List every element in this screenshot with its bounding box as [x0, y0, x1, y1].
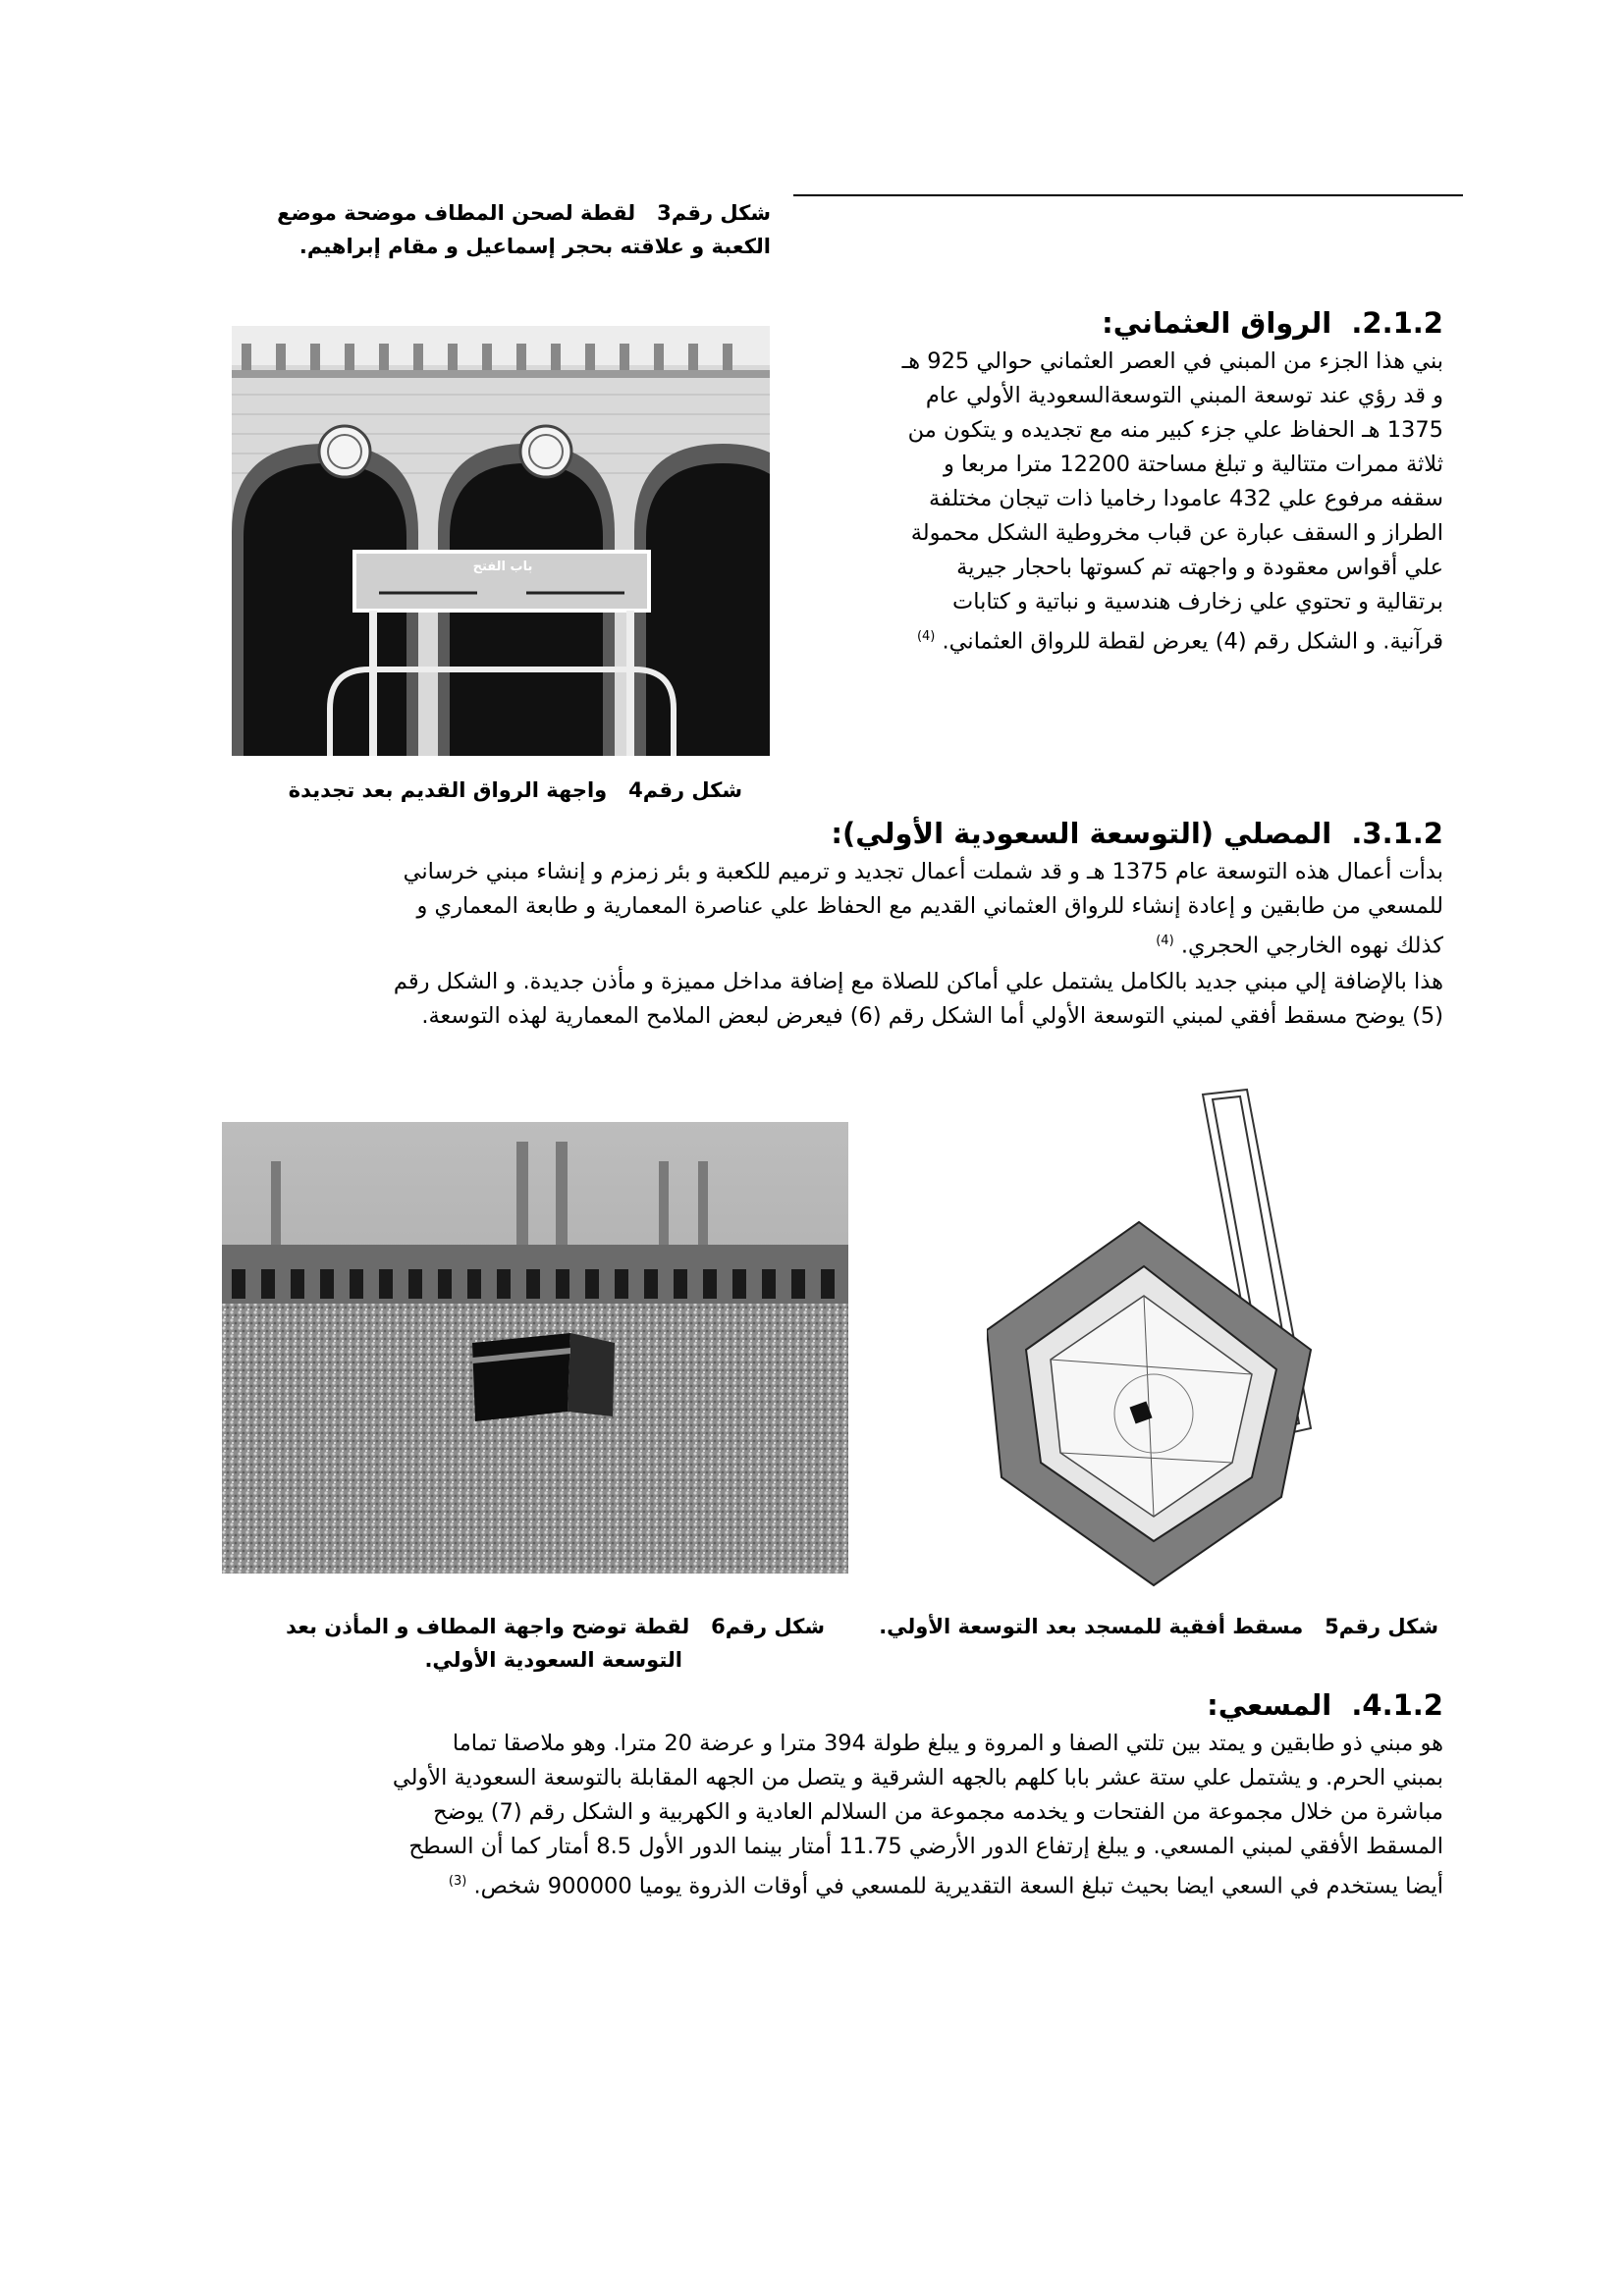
- section-4-1-2-line: بمبني الحرم. و يشتمل علي ستة عشر بابا كلهم بالجهه الشرقية و يتصل من الجهه المقابلة بالتوسعة السعودية الأولي: [392, 1765, 1443, 1790]
- section-3-1-2-paragraph-2: [232, 965, 1443, 1034]
- section-4-1-2-number: 4.1.2.: [1351, 1688, 1443, 1722]
- section-3-1-2-number: 3.1.2.: [1351, 817, 1443, 850]
- figure-5-floor-plan: [987, 1085, 1438, 1595]
- figure-4-caption: [232, 774, 742, 807]
- section-3-1-2-line: هذا بالإضافة إلي مبني جديد بالكامل يشتمل علي أماكن للصلاة مع إضافة مداخل مميزة و مأذن جديدة. و الشكل رقم: [393, 969, 1443, 994]
- section-2-1-2-paragraph: [793, 345, 1443, 660]
- figure-6-photo-kaaba: [222, 1122, 848, 1574]
- section-2-1-2-heading: [785, 304, 1443, 342]
- figure-4-text: واجهة الرواق القديم بعد تجديدة: [288, 778, 608, 802]
- figure-4-photo-arcade: [232, 326, 770, 756]
- section-3-1-2-title: المصلي (التوسعة السعودية الأولي):: [831, 817, 1332, 850]
- reference-marker: (3): [448, 1874, 467, 1889]
- section-2-1-2-line: برتقالية و تحتوي علي زخارف هندسية و نباتية و كتابات: [952, 589, 1443, 614]
- section-4-1-2-heading: [232, 1686, 1443, 1724]
- section-2-1-2-line: 1375 هـ الحفاظ علي جزء كبير منه مع تجديده و يتكون من: [907, 417, 1443, 443]
- section-2-1-2-line: سقفه مرفوع علي 432 عامودا رخاميا ذات تيجان مختلفة: [929, 486, 1443, 511]
- figure-3-text-line-1: لقطة لصحن المطاف موضحة موضع: [277, 201, 636, 225]
- section-3-1-2-line: كذلك نهوه الخارجي الحجري.: [1180, 933, 1443, 959]
- section-3-1-2-line: للمسعي من طابقين و إعادة إنشاء للرواق العثماني القديم مع الحفاظ علي عناصرة المعمارية و طابعة المعماري و: [416, 893, 1443, 919]
- section-2-1-2-line: ثلاثة ممرات متتالية و تبلغ مساحتة 12200 مترا مربعا و: [944, 452, 1443, 477]
- reference-marker: (4): [1156, 934, 1174, 948]
- reference-marker: (4): [916, 629, 936, 644]
- figure-4-sign-text: باب الفتح: [472, 560, 533, 574]
- figure-3-label: شكل رقم3: [657, 201, 771, 225]
- section-2-1-2-number: 2.1.2.: [1351, 306, 1443, 340]
- section-4-1-2-title: المسعي:: [1207, 1688, 1332, 1722]
- figure-6-text-line-1: لقطة توضح واجهة المطاف و المأذن بعد: [286, 1615, 690, 1638]
- figure-6-caption: [236, 1610, 825, 1677]
- figure-6-label: شكل رقم6: [711, 1615, 825, 1638]
- section-2-1-2-line: و قد رؤي عند توسعة المبني التوسعةالسعودية الأولي عام: [925, 383, 1443, 408]
- figure-6-text-line-2: التوسعة السعودية الأولي.: [424, 1648, 682, 1672]
- section-4-1-2-line: هو مبني ذو طابقين و يمتد بين تلتي الصفا و المروة و يبلغ طولة 394 مترا و عرضة 20 مترا. وهو ملاصقا تماما: [452, 1731, 1443, 1756]
- section-2-1-2-title: الرواق العثماني:: [1102, 306, 1332, 340]
- section-2-1-2-line: قرآنية. و الشكل رقم (4) يعرض لقطة للرواق العثماني.: [942, 628, 1443, 655]
- top-rule: [793, 194, 1463, 196]
- figure-5-text: مسقط أفقية للمسجد بعد التوسعة الأولي.: [879, 1615, 1304, 1638]
- figure-5-caption: [864, 1610, 1438, 1643]
- figure-5-label: شكل رقم5: [1325, 1615, 1438, 1638]
- figure-3-caption: [236, 196, 771, 263]
- section-3-1-2-paragraph-1: [232, 855, 1443, 964]
- section-4-1-2-paragraph: [232, 1727, 1443, 1904]
- figure-4-label: شكل رقم4: [628, 778, 742, 802]
- figure-3-text-line-2: الكعبة و علاقته بحجر إسماعيل و مقام إبراهيم.: [298, 235, 771, 258]
- section-3-1-2-heading: [232, 815, 1443, 852]
- section-2-1-2-line: علي أقواس معقودة و واجهته تم كسوتها باحجار جيرية: [956, 555, 1443, 580]
- section-4-1-2-line: مباشرة من خلال مجموعة من الفتحات و يخدمه مجموعة من السلالم العادية و الكهربية و الشكل رقم (7) يوضح: [433, 1799, 1443, 1825]
- section-2-1-2-line: بني هذا الجزء من المبني في العصر العثماني حوالي 925 هـ: [901, 348, 1443, 374]
- section-4-1-2-line: أيضا يستخدم في السعي ايضا بحيث تبلغ السعة التقديرية للمسعي في أوقات الذروة يوميا 900000 شخص.: [473, 1873, 1443, 1899]
- section-4-1-2-line: المسقط الأفقي لمبني المسعي. و يبلغ إرتفاع الدور الأرضي 11.75 أمتار بينما الدور الأول 8.5 أمتار كما أن السطح: [408, 1834, 1443, 1859]
- section-3-1-2-line: (5) يوضح مسقط أفقي لمبني التوسعة الأولي أما الشكل رقم (6) فيعرض لبعض الملامح المعمارية لهذه التوسعة.: [421, 1003, 1443, 1029]
- section-3-1-2-line: بدأت أعمال هذه التوسعة عام 1375 هـ و قد شملت أعمال تجديد و ترميم للكعبة و بئر زمزم و إنشاء مبني خرساني: [403, 859, 1443, 884]
- section-2-1-2-line: الطراز و السقف عبارة عن قباب مخروطية الشكل محمولة: [910, 520, 1443, 546]
